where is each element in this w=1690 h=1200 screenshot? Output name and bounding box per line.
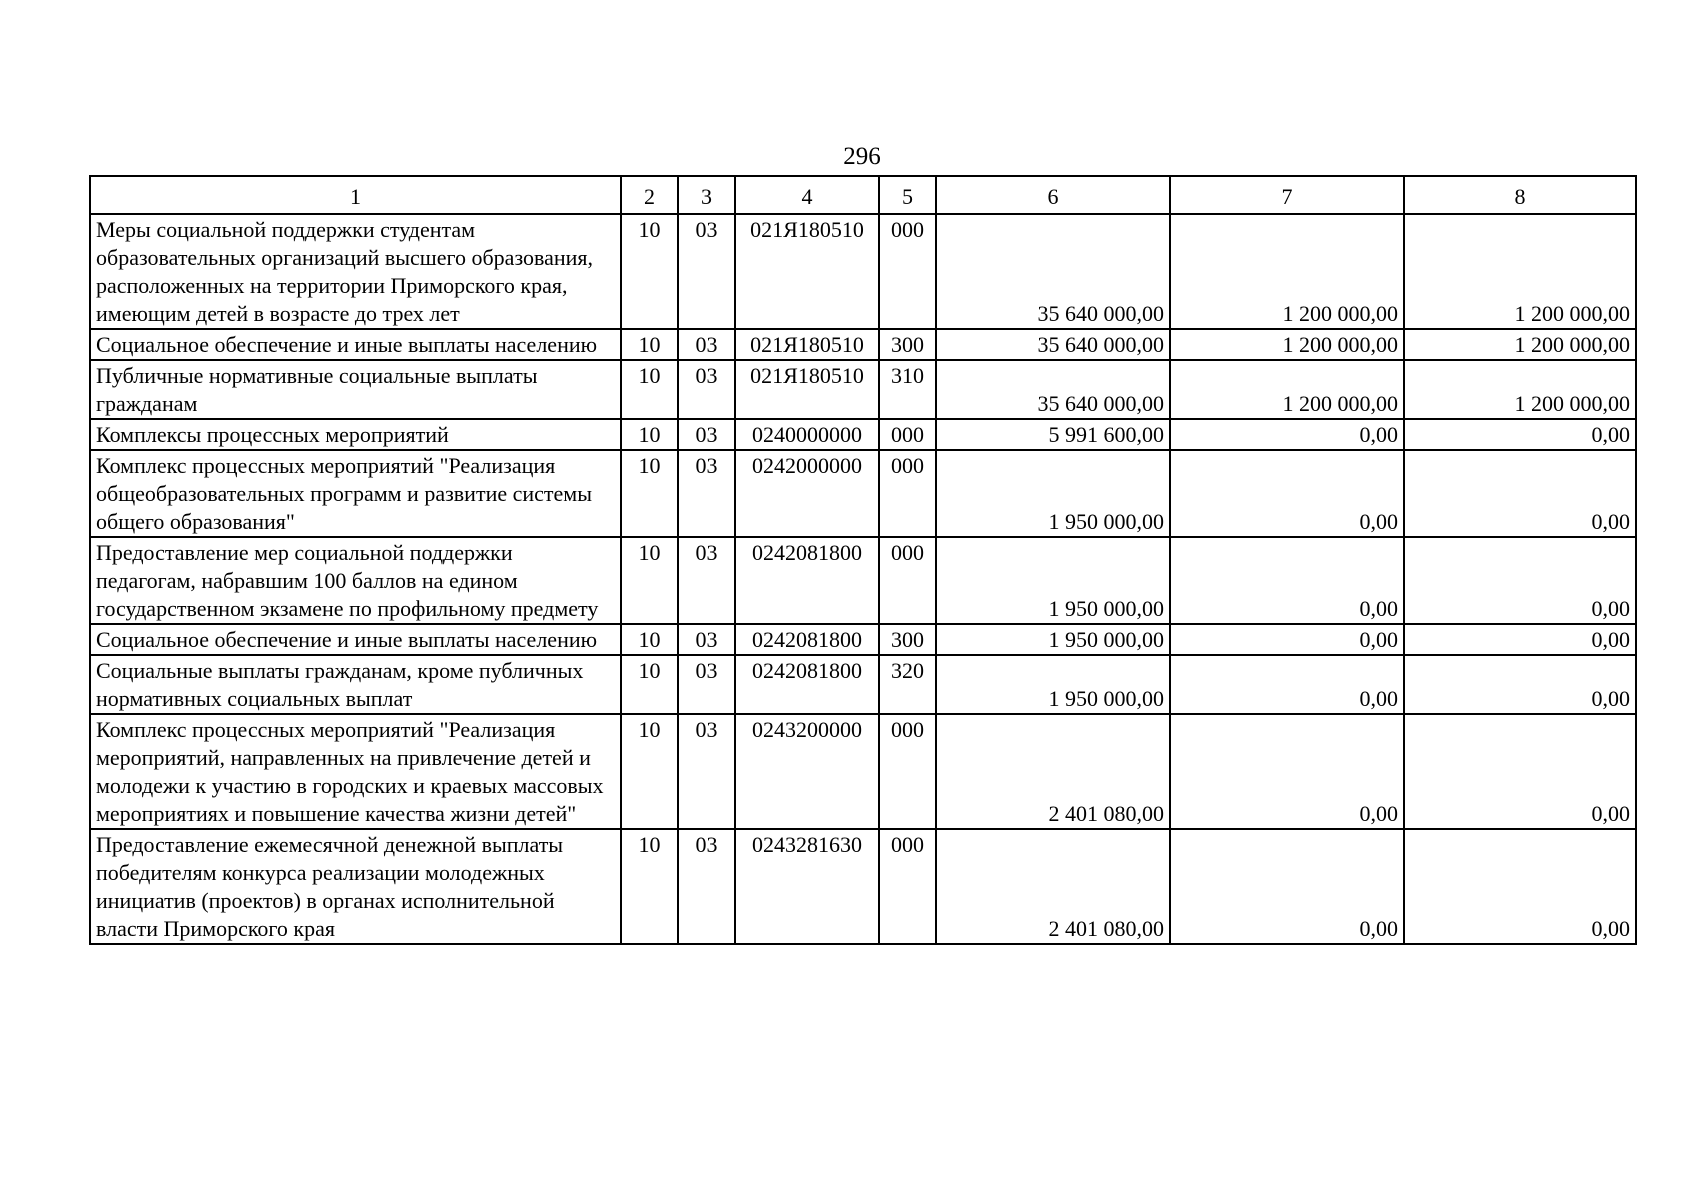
row-amount-col8-cell: 0,00 xyxy=(1404,450,1636,537)
row-amount-col7-cell: 0,00 xyxy=(1170,655,1404,714)
row-amount-col7-cell: 0,00 xyxy=(1170,829,1404,944)
row-section-cell: 10 xyxy=(621,829,678,944)
table-row xyxy=(90,419,1636,450)
row-amount-col7-cell: 0,00 xyxy=(1170,450,1404,537)
row-subsection-cell: 03 xyxy=(678,450,735,537)
row-amount-col7-cell: 0,00 xyxy=(1170,714,1404,829)
row-amount-col6-cell: 2 401 080,00 xyxy=(936,829,1170,944)
table-row xyxy=(90,214,1636,329)
row-target-cell: 0240000000 xyxy=(735,419,879,450)
row-amount-col6-cell: 35 640 000,00 xyxy=(936,360,1170,419)
row-section-cell: 10 xyxy=(621,329,678,360)
row-amount-col6-cell: 35 640 000,00 xyxy=(936,214,1170,329)
row-subsection-cell: 03 xyxy=(678,537,735,624)
row-name-cell: Предоставление мер социальной поддержки педагогам, набравшим 100 баллов на едином государственном экзамене по профильному предмету xyxy=(90,537,621,624)
header-col-1: 1 xyxy=(90,176,621,214)
row-amount-col7-cell: 1 200 000,00 xyxy=(1170,214,1404,329)
row-target-cell: 0242081800 xyxy=(735,537,879,624)
header-col-2: 2 xyxy=(621,176,678,214)
row-amount-col8-cell: 0,00 xyxy=(1404,714,1636,829)
row-name-cell: Меры социальной поддержки студентам образовательных организаций высшего образования, расположенных на территории Приморского края, имеющим детей в возрасте до трех лет xyxy=(90,214,621,329)
row-amount-col7-cell: 0,00 xyxy=(1170,537,1404,624)
row-name-cell: Социальные выплаты гражданам, кроме публичных нормативных социальных выплат xyxy=(90,655,621,714)
header-row xyxy=(90,176,1636,214)
row-amount-col8-cell: 1 200 000,00 xyxy=(1404,360,1636,419)
page-number-text: 296 xyxy=(843,143,881,170)
row-expense-type-cell: 000 xyxy=(879,714,936,829)
row-amount-col8-cell: 1 200 000,00 xyxy=(1404,329,1636,360)
table-row xyxy=(90,829,1636,944)
row-amount-col8-cell: 0,00 xyxy=(1404,419,1636,450)
row-expense-type-cell: 310 xyxy=(879,360,936,419)
row-target-cell: 0243281630 xyxy=(735,829,879,944)
row-section-cell: 10 xyxy=(621,214,678,329)
table-row xyxy=(90,329,1636,360)
row-subsection-cell: 03 xyxy=(678,214,735,329)
row-expense-type-cell: 000 xyxy=(879,829,936,944)
row-target-cell: 0242081800 xyxy=(735,624,879,655)
row-amount-col8-cell: 0,00 xyxy=(1404,829,1636,944)
row-amount-col6-cell: 1 950 000,00 xyxy=(936,450,1170,537)
row-amount-col6-cell: 2 401 080,00 xyxy=(936,714,1170,829)
row-expense-type-cell: 000 xyxy=(879,214,936,329)
row-name-cell: Публичные нормативные социальные выплаты гражданам xyxy=(90,360,621,419)
row-subsection-cell: 03 xyxy=(678,419,735,450)
row-target-cell: 021Я180510 xyxy=(735,214,879,329)
row-expense-type-cell: 300 xyxy=(879,624,936,655)
table-row xyxy=(90,655,1636,714)
row-name-cell: Социальное обеспечение и иные выплаты населению xyxy=(90,624,621,655)
header-col-3: 3 xyxy=(678,176,735,214)
header-col-6: 6 xyxy=(936,176,1170,214)
row-target-cell: 021Я180510 xyxy=(735,360,879,419)
row-amount-col8-cell: 0,00 xyxy=(1404,537,1636,624)
row-section-cell: 10 xyxy=(621,714,678,829)
row-amount-col7-cell: 0,00 xyxy=(1170,419,1404,450)
row-section-cell: 10 xyxy=(621,450,678,537)
table-row xyxy=(90,450,1636,537)
row-subsection-cell: 03 xyxy=(678,829,735,944)
row-amount-col7-cell: 1 200 000,00 xyxy=(1170,329,1404,360)
row-target-cell: 0242081800 xyxy=(735,655,879,714)
row-target-cell: 021Я180510 xyxy=(735,329,879,360)
table-row xyxy=(90,360,1636,419)
row-name-cell: Социальное обеспечение и иные выплаты населению xyxy=(90,329,621,360)
row-amount-col6-cell: 5 991 600,00 xyxy=(936,419,1170,450)
table-body xyxy=(90,214,1636,944)
row-amount-col7-cell: 1 200 000,00 xyxy=(1170,360,1404,419)
row-expense-type-cell: 300 xyxy=(879,329,936,360)
table-row xyxy=(90,537,1636,624)
row-amount-col6-cell: 35 640 000,00 xyxy=(936,329,1170,360)
row-section-cell: 10 xyxy=(621,419,678,450)
row-amount-col8-cell: 0,00 xyxy=(1404,655,1636,714)
row-name-cell: Комплекс процессных мероприятий "Реализация общеобразовательных программ и развитие системы общего образования" xyxy=(90,450,621,537)
budget-table xyxy=(89,175,1637,945)
header-col-8: 8 xyxy=(1404,176,1636,214)
row-section-cell: 10 xyxy=(621,624,678,655)
row-amount-col6-cell: 1 950 000,00 xyxy=(936,537,1170,624)
row-target-cell: 0242000000 xyxy=(735,450,879,537)
table-row xyxy=(90,714,1636,829)
row-section-cell: 10 xyxy=(621,360,678,419)
row-subsection-cell: 03 xyxy=(678,714,735,829)
row-expense-type-cell: 000 xyxy=(879,537,936,624)
row-expense-type-cell: 320 xyxy=(879,655,936,714)
header-col-5: 5 xyxy=(879,176,936,214)
row-expense-type-cell: 000 xyxy=(879,419,936,450)
row-amount-col6-cell: 1 950 000,00 xyxy=(936,624,1170,655)
page-number xyxy=(0,142,1690,172)
table-row xyxy=(90,624,1636,655)
row-subsection-cell: 03 xyxy=(678,360,735,419)
row-amount-col8-cell: 1 200 000,00 xyxy=(1404,214,1636,329)
header-col-4: 4 xyxy=(735,176,879,214)
row-amount-col6-cell: 1 950 000,00 xyxy=(936,655,1170,714)
row-section-cell: 10 xyxy=(621,655,678,714)
row-amount-col8-cell: 0,00 xyxy=(1404,624,1636,655)
header-col-7: 7 xyxy=(1170,176,1404,214)
row-section-cell: 10 xyxy=(621,537,678,624)
row-name-cell: Комплекс процессных мероприятий "Реализация мероприятий, направленных на привлечение детей и молодежи к участию в городских и краевых массовых мероприятиях и повышение качества жизни детей" xyxy=(90,714,621,829)
row-amount-col7-cell: 0,00 xyxy=(1170,624,1404,655)
row-name-cell: Предоставление ежемесячной денежной выплаты победителям конкурса реализации молодежных инициатив (проектов) в органах исполнительной власти Приморского края xyxy=(90,829,621,944)
row-subsection-cell: 03 xyxy=(678,329,735,360)
row-subsection-cell: 03 xyxy=(678,655,735,714)
row-expense-type-cell: 000 xyxy=(879,450,936,537)
row-name-cell: Комплексы процессных мероприятий xyxy=(90,419,621,450)
row-target-cell: 0243200000 xyxy=(735,714,879,829)
row-subsection-cell: 03 xyxy=(678,624,735,655)
